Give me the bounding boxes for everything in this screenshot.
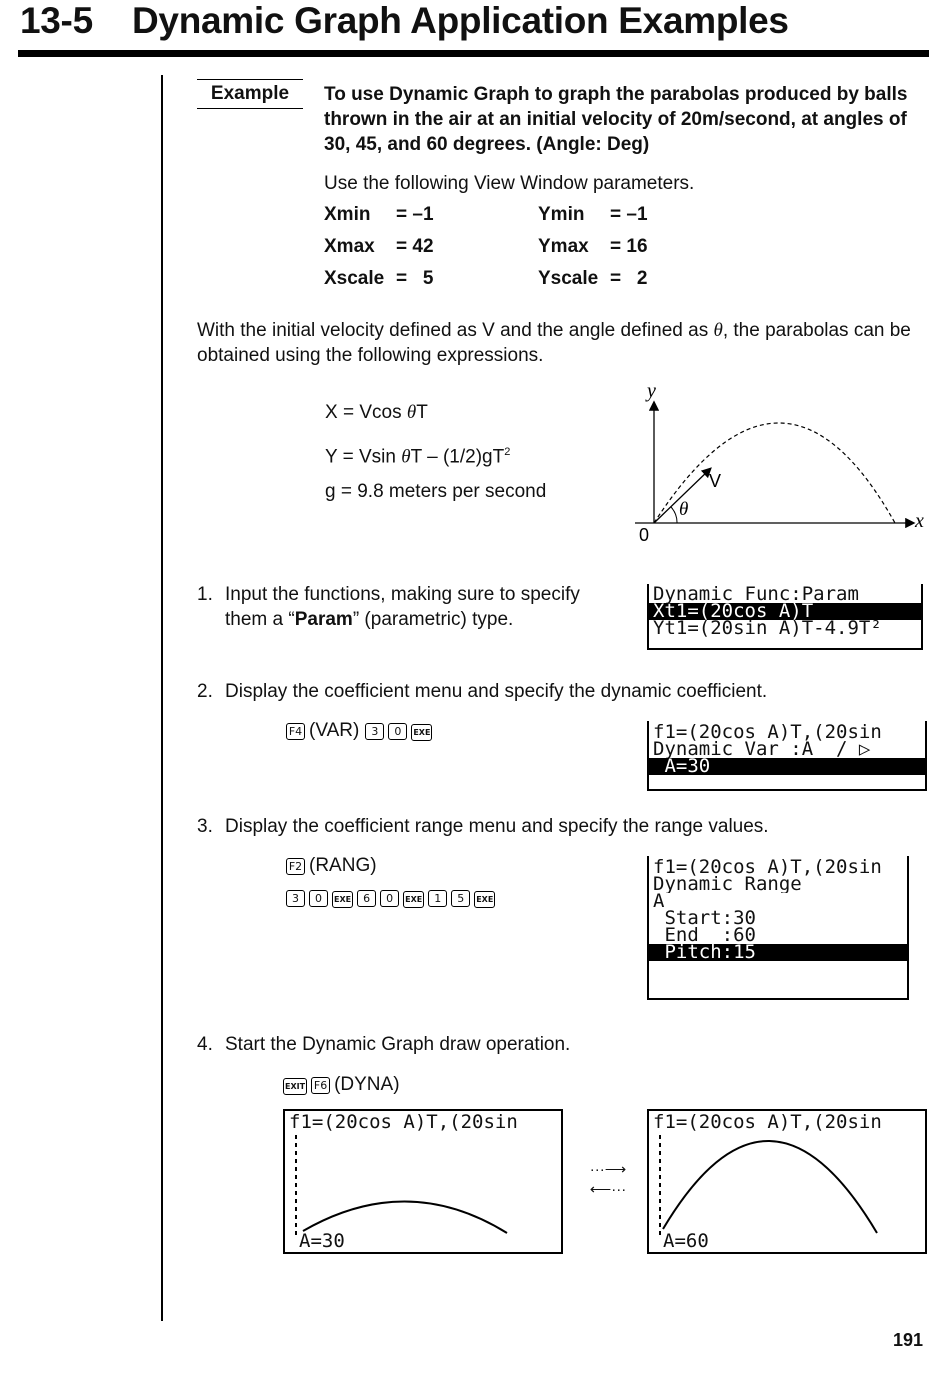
step-3-number: 3.	[197, 816, 213, 837]
text: Y = Vsin	[325, 446, 402, 468]
section-number: 13-5	[20, 0, 93, 41]
trajectory-diagram	[625, 375, 935, 547]
param-name: Xscale	[324, 268, 385, 289]
key-caption: (VAR)	[309, 720, 360, 741]
step-4-text: Start the Dynamic Graph draw operation.	[225, 1034, 571, 1055]
param-value: = 16	[610, 236, 648, 257]
parabola-a30	[303, 1201, 507, 1233]
exe-key: EXE	[411, 724, 432, 741]
calc-screen-func	[647, 584, 923, 650]
param-name: Xmin	[324, 204, 371, 225]
param-name: Ymin	[538, 204, 585, 225]
param-xmin	[324, 204, 434, 226]
text: ” (parametric) type.	[352, 609, 514, 630]
text: Input the functions, making sure to specify them a “	[225, 584, 580, 630]
example-label: Example	[197, 79, 303, 109]
margin-rule	[161, 75, 163, 1321]
calc-screen-range	[647, 856, 909, 1000]
theta-symbol: θ	[406, 402, 417, 423]
x-label: x	[915, 510, 924, 532]
screen-title: f1=(20cos A)T,(20sin	[289, 1114, 518, 1131]
key-0: 0	[309, 890, 328, 907]
key-3: 3	[365, 723, 384, 740]
param-value: = –1	[610, 204, 648, 225]
page-title	[20, 0, 789, 42]
param-xscale	[324, 268, 434, 290]
parabola-a60	[663, 1141, 877, 1233]
step-3-text: Display the coefficient range menu and specify the range values.	[225, 816, 769, 837]
header-rule	[18, 50, 929, 57]
param-name: Xmax	[324, 236, 375, 257]
x-equation	[325, 400, 428, 425]
param-yscale	[538, 268, 648, 290]
key-3: 3	[286, 890, 305, 907]
trajectory-curve	[654, 423, 895, 523]
step-4-number: 4.	[197, 1034, 213, 1055]
key-caption: (DYNA)	[334, 1074, 400, 1095]
param-name: Ymax	[538, 236, 589, 257]
coefficient-readout: A=30	[299, 1230, 345, 1252]
arrow-right: ···⟶	[589, 1161, 627, 1178]
screen-line: f1=(20cos A)T,(20sin	[653, 724, 882, 741]
param-value: = –1	[396, 204, 434, 225]
theta-symbol: θ	[401, 446, 411, 468]
screen-line-selected: A=30	[649, 758, 925, 775]
text: With the initial velocity defined as V and the angle defined as	[197, 320, 714, 341]
text: X = Vcos	[325, 402, 407, 423]
step-3-keys-line2	[286, 885, 499, 910]
step-1-number: 1.	[197, 584, 213, 605]
text: T	[416, 402, 428, 423]
calc-graph-a30	[283, 1109, 563, 1254]
step-2-text: Display the coefficient menu and specify the dynamic coefficient.	[225, 681, 768, 702]
param-ymax	[538, 236, 648, 258]
v-label: V	[709, 471, 722, 491]
theta-symbol: θ	[713, 320, 723, 341]
param-value: = 2	[610, 268, 648, 289]
angle-arc	[671, 507, 677, 523]
step-4-keys	[283, 1072, 400, 1097]
text: , the parabolas can be obtained using the following expressions.	[197, 320, 911, 366]
example-text: To use Dynamic Graph to graph the parabolas produced by balls thrown in the air at an initial velocity of 20m/second, at angles of 30, 45, and 60 degrees. (Angle: Deg)	[324, 84, 908, 155]
screen-line: Dynamic Range	[653, 876, 802, 893]
screen-line: f1=(20cos A)T,(20sin	[653, 859, 882, 876]
param-xmax	[324, 236, 434, 258]
y-equation	[325, 440, 510, 469]
step-3-keys-line1	[286, 853, 377, 878]
coefficient-readout: A=60	[663, 1230, 709, 1252]
screen-line: Yt1=(20sin A)T-4.9T²	[653, 620, 882, 637]
section-title: Dynamic Graph Application Examples	[132, 0, 789, 41]
step-2-keys	[286, 718, 436, 743]
f4-key: F4	[286, 723, 305, 740]
key-caption: (RANG)	[309, 855, 377, 876]
bold-text: Param	[294, 609, 353, 630]
screen-line: Dynamic Var :A ∕ ▷	[653, 741, 871, 758]
g-equation: g = 9.8 meters per second	[325, 481, 547, 502]
key-0: 0	[380, 890, 399, 907]
screen-line-selected: Pitch:15	[649, 944, 907, 961]
screen-line-selected: Xt1=(20cos A)T	[649, 603, 921, 620]
step-2-number: 2.	[197, 681, 213, 702]
page-number: 191	[893, 1330, 924, 1350]
f6-key: F6	[311, 1077, 330, 1094]
key-6: 6	[357, 890, 376, 907]
key-5: 5	[451, 890, 470, 907]
y-label: y	[647, 380, 656, 402]
param-name: Yscale	[538, 268, 599, 289]
expressions-intro	[197, 318, 927, 368]
superscript: 2	[504, 446, 511, 458]
calc-graph-a60	[647, 1109, 927, 1254]
theta-label: θ	[679, 499, 689, 520]
calc-screen-var	[647, 721, 927, 791]
screen-line: Dynamic Func:Param	[653, 586, 859, 603]
screen-title: f1=(20cos A)T,(20sin	[653, 1114, 882, 1131]
param-ymin	[538, 204, 648, 226]
exit-key: EXIT	[283, 1078, 307, 1095]
key-0: 0	[388, 723, 407, 740]
toggle-arrows	[588, 1160, 628, 1200]
screen-line: End :60	[653, 927, 756, 944]
text: T – (1/2)gT	[410, 446, 505, 468]
step-1-text	[225, 582, 625, 632]
key-1: 1	[428, 890, 447, 907]
screen-line: Start:30	[653, 910, 756, 927]
exe-key: EXE	[403, 891, 424, 908]
param-value: = 42	[396, 236, 434, 257]
screen-line: A	[653, 893, 665, 910]
exe-key: EXE	[332, 891, 353, 908]
arrow-left: ⟵···	[589, 1181, 627, 1198]
exe-key: EXE	[474, 891, 495, 908]
origin-label: 0	[639, 525, 650, 545]
view-window-intro: Use the following View Window parameters.	[324, 173, 695, 194]
param-value: = 5	[396, 268, 434, 289]
f2-key: F2	[286, 858, 305, 875]
